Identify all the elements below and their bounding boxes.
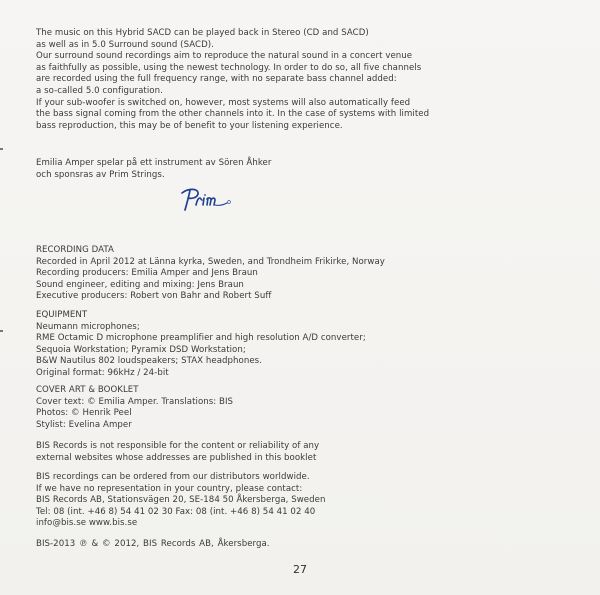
copyright-line bbox=[36, 539, 576, 551]
text-line: BIS Records is not responsible for the content or reliability of any bbox=[36, 441, 320, 451]
text-line: Stylist: Evelina Amper bbox=[36, 419, 132, 430]
section-heading: RECORDING DATA bbox=[36, 245, 114, 255]
text-line: Recording producers: Emilia Amper and Jens Braun bbox=[36, 268, 258, 279]
text-line: If we have no representation in your country, please contact: bbox=[36, 483, 303, 494]
text-line: Emilia Amper spelar på ett instrument av Sören Åhker bbox=[36, 158, 272, 168]
text-line: Recorded in April 2012 at Länna kyrka, Sweden, and Trondheim Frikirke, Norway bbox=[36, 256, 385, 267]
address-line: BIS Records AB, Stationsvägen 20, SE-184 50 Åkersberga, Sweden bbox=[36, 495, 326, 506]
text-line: bass reproduction, this may be of benefit to your listening experience. bbox=[36, 120, 343, 131]
text-line: Photos: © Henrik Peel bbox=[36, 408, 132, 419]
text-line: the bass signal coming from the other channels into it. In the case of systems with limited bbox=[36, 109, 430, 120]
email-web-line: info@bis.se www.bis.se bbox=[36, 518, 138, 529]
text-line: are recorded using the full frequency range, with no separate bass channel added: bbox=[36, 74, 397, 85]
text-line: If your sub-woofer is switched on, however, most systems will also automatically feed bbox=[36, 97, 411, 108]
recording-data-section bbox=[36, 245, 576, 303]
text-line: och sponsras av Prim Strings. bbox=[36, 169, 165, 180]
ordering-contact-section bbox=[36, 472, 576, 530]
cover-art-section bbox=[36, 385, 576, 431]
text-line: The music on this Hybrid SACD can be played back in Stereo (CD and SACD) bbox=[36, 28, 369, 38]
edge-mark bbox=[0, 148, 3, 150]
equipment-section bbox=[36, 310, 576, 380]
prim-logo-signature bbox=[178, 186, 240, 216]
copyright-text: BIS-2013 ℗ & © 2012, BIS Records AB, Åkersberga. bbox=[36, 539, 270, 549]
surround-sound-paragraph bbox=[36, 28, 576, 132]
text-line: RME Octamic D microphone preamplifier and high resolution A/D converter; bbox=[36, 333, 366, 344]
phone-fax-line: Tel: 08 (int. +46 8) 54 41 02 30 Fax: 08 (int. +46 8) 54 41 02 40 bbox=[36, 506, 316, 517]
text-line: Neumann microphones; bbox=[36, 321, 140, 332]
text-line: Our surround sound recordings aim to reproduce the natural sound in a concert venue bbox=[36, 51, 413, 62]
text-line: Sequoia Workstation; Pyramix DSD Workstation; bbox=[36, 344, 246, 355]
text-line: Executive producers: Robert von Bahr and Robert Suff bbox=[36, 291, 272, 302]
text-line: BIS recordings can be ordered from our distributors worldwide. bbox=[36, 472, 310, 482]
text-line: as well as in 5.0 Surround sound (SACD). bbox=[36, 39, 214, 50]
text-line: Sound engineer, editing and mixing: Jens Braun bbox=[36, 279, 244, 290]
text-line: external websites whose addresses are published in this booklet bbox=[36, 452, 317, 463]
section-heading: EQUIPMENT bbox=[36, 310, 88, 320]
section-heading: COVER ART & BOOKLET bbox=[36, 385, 139, 395]
text-line: B&W Nautilus 802 loudspeakers; STAX headphones. bbox=[36, 356, 262, 367]
text-line: Cover text: © Emilia Amper. Translations: BIS bbox=[36, 396, 234, 407]
disclaimer-note bbox=[36, 441, 576, 464]
text-line: a so-called 5.0 configuration. bbox=[36, 85, 163, 96]
text-line: as faithfully as possible, using the newest technology. In order to do so, all five channels bbox=[36, 62, 422, 73]
edge-mark bbox=[0, 330, 3, 332]
sponsor-note bbox=[36, 158, 576, 181]
page-number: 27 bbox=[293, 563, 307, 576]
text-line: Original format: 96kHz / 24-bit bbox=[36, 367, 169, 378]
